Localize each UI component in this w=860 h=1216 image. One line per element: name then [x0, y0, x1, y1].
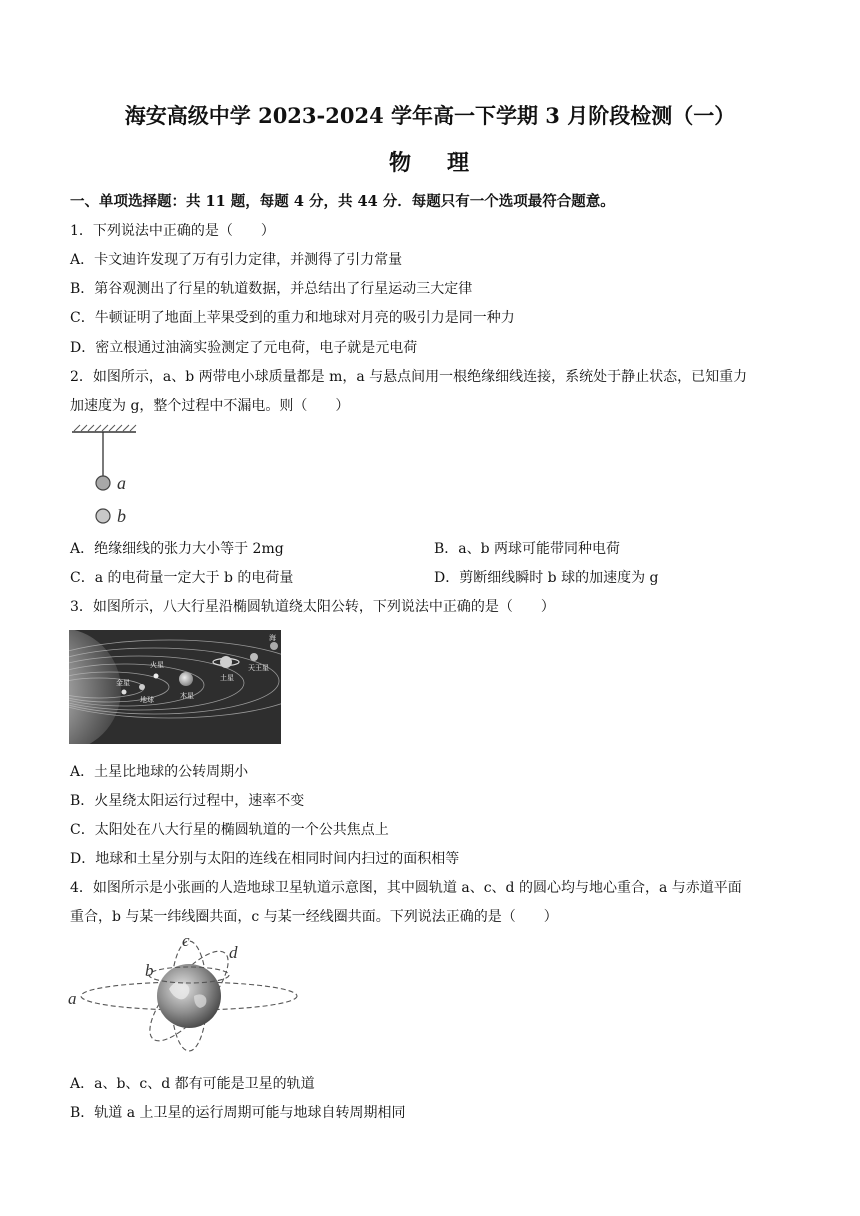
uranus — [250, 653, 258, 661]
question-2-option-a: A．绝缘细线的张力大小等于 2mg — [70, 541, 284, 557]
question-4-option-a: A．a、b、c、d 都有可能是卫星的轨道 — [70, 1076, 315, 1092]
venus — [122, 690, 127, 695]
subject-char-2: 理 — [447, 150, 472, 176]
solar-system-figure — [69, 630, 281, 744]
question-1-option-c: C．牛顿证明了地面上苹果受到的重力和地球对月亮的吸引力是同一种力 — [70, 310, 515, 326]
neptune — [270, 642, 278, 650]
question-3-option-c: C．太阳处在八大行星的椭圆轨道的一个公共焦点上 — [70, 822, 389, 838]
ceiling-hatch — [74, 425, 136, 431]
question-3-option-a: A．土星比地球的公转周期小 — [70, 764, 249, 780]
question-1-option-a: A．卡文迪许发现了万有引力定律，并测得了引力常量 — [70, 252, 403, 268]
question-3-option-d: D．地球和土星分别与太阳的连线在相同时间内扫过的面积相等 — [70, 851, 460, 867]
section-heading: 一、单项选择题：共 11 题，每题 4 分，共 44 分．每题只有一个选项最符合题意。 — [70, 193, 615, 210]
question-4-stem-line2: 重合，b 与某一纬线圈共面，c 与某一经线圈共面。下列说法正确的是（ ） — [70, 909, 558, 925]
saturn — [220, 656, 232, 668]
orbit-a-label: a — [68, 989, 77, 1008]
saturn-label: 土星 — [220, 674, 234, 682]
ball-b — [96, 509, 110, 523]
question-2-option-d: D．剪断细线瞬时 b 球的加速度为 g — [434, 570, 659, 586]
satellite-orbits-figure — [66, 934, 302, 1060]
earth — [139, 684, 145, 690]
jupiter — [179, 672, 193, 686]
venus-label: 金星 — [116, 679, 130, 687]
question-2-option-b: B．a、b 两球可能带同种电荷 — [434, 541, 621, 557]
jupiter-label: 木星 — [180, 692, 194, 700]
ball-a — [96, 476, 110, 490]
subject-char-1: 物 — [388, 150, 413, 176]
orbit-b-label: b — [145, 961, 154, 980]
question-4-option-b: B．轨道 a 上卫星的运行周期可能与地球自转周期相同 — [70, 1105, 406, 1121]
question-2-option-c: C．a 的电荷量一定大于 b 的电荷量 — [70, 570, 294, 586]
earth-globe — [157, 964, 221, 1028]
question-2-stem-line1: 2．如图所示，a、b 两带电小球质量都是 m，a 与悬点间用一根绝缘细线连接，系统处于静止状态，已知重力 — [70, 369, 748, 385]
mars-label: 火星 — [150, 661, 164, 669]
neptune-label: 海 — [269, 634, 276, 642]
orbit-d-label: d — [229, 943, 238, 962]
subject-title — [0, 146, 860, 177]
question-4-stem-line1: 4．如图所示是小张画的人造地球卫星轨道示意图，其中圆轨道 a、c、d 的圆心均与地心重合，a 与赤道平面 — [70, 880, 742, 896]
earth-label: 地球 — [140, 696, 154, 704]
exam-title: 海安高级中学 2023-2024 学年高一下学期 3 月阶段检测（一） — [124, 103, 736, 128]
question-3-stem: 3．如图所示，八大行星沿椭圆轨道绕太阳公转，下列说法中正确的是（ ） — [70, 599, 555, 615]
question-1-option-d: D．密立根通过油滴实验测定了元电荷，电子就是元电荷 — [70, 340, 418, 356]
question-3-option-b: B．火星绕太阳运行过程中，速率不变 — [70, 793, 305, 809]
mars — [154, 674, 159, 679]
uranus-label: 天王星 — [248, 664, 269, 672]
orbit-c-label: c — [182, 934, 190, 950]
ball-b-label: b — [117, 506, 126, 526]
question-1-stem: 1．下列说法中正确的是（ ） — [70, 223, 275, 239]
hanging-spheres-figure — [68, 424, 148, 528]
question-1-option-b: B．第谷观测出了行星的轨道数据，并总结出了行星运动三大定律 — [70, 281, 473, 297]
question-2-stem-line2: 加速度为 g，整个过程中不漏电。则（ ） — [70, 398, 350, 414]
ball-a-label: a — [117, 473, 126, 493]
